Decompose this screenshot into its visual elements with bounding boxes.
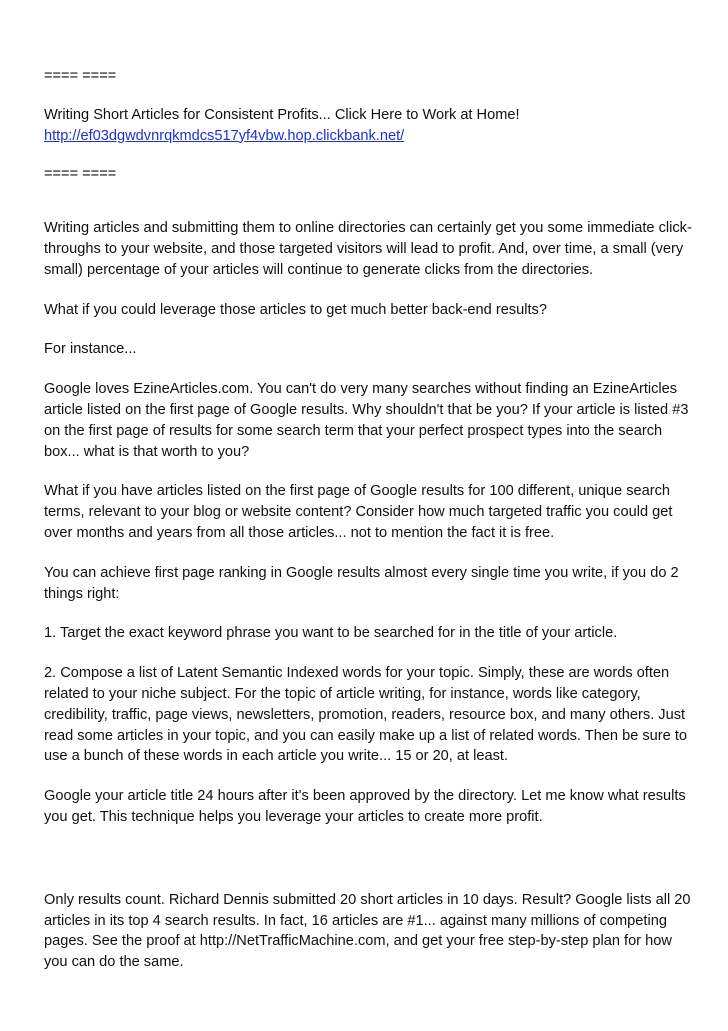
separator-bottom: ==== ==== bbox=[44, 166, 117, 183]
promo-block bbox=[44, 105, 696, 147]
paragraph-google-title: Google your article title 24 hours after it's been approved by the directory. Let me know what results you get. This technique helps you leverage your articles to create more profit. bbox=[44, 788, 686, 825]
paragraph-step-1: 1. Target the exact keyword phrase you want to be searched for in the title of your article. bbox=[44, 625, 618, 642]
paragraph-question: What if you could leverage those articles to get much better back-end results? bbox=[44, 301, 547, 318]
document-body bbox=[44, 66, 696, 992]
paragraph-google-loves: Google loves EzineArticles.com. You can't do very many searches without finding an EzineArticles article listed on the first page of Google results. Why shouldn't that be you? If your article is listed #3 on the first page of results for some search term that your perfect prospect types into the search box... what is that worth to you? bbox=[44, 381, 689, 460]
separator-top: ==== ==== bbox=[44, 68, 117, 84]
paragraph-achieve-ranking: You can achieve first page ranking in Google results almost every single time you write, if you do 2 things right: bbox=[44, 564, 679, 602]
promo-title: Writing Short Articles for Consistent Profits... Click Here to Work at Home! bbox=[44, 106, 520, 123]
paragraph-step-2: 2. Compose a list of Latent Semantic Indexed words for your topic. Simply, these are words often related to your niche subject. For the topic of article writing, for instance, words like category, credibility, traffic, page views, newsletters, promotion, readers, resource box, and many others. Just read some articles in your topic, and you can easily make up a list of related words. Then be sure to use a bunch of these words in each article you write... 15 or 20, at least. bbox=[44, 665, 688, 765]
spacer bbox=[44, 203, 696, 218]
promo-link[interactable]: http://ef03dgwdvnrqkmdcs517yf4vbw.hop.clickbank.net/ bbox=[44, 127, 405, 144]
paragraph-what-if: What if you have articles listed on the first page of Google results for 100 different, unique search terms, relevant to your blog or website content? Consider how much targeted traffic you could get over months and years from all those articles... not to mention the fact it is free. bbox=[44, 483, 673, 541]
spacer bbox=[44, 847, 696, 890]
paragraph-for-instance: For instance... bbox=[44, 341, 137, 358]
paragraph-intro: Writing articles and submitting them to online directories can certainly get you some immediate click-throughs to your website, and those targeted visitors will lead to profit. And, over time, a small (very small) percentage of your articles will continue to generate clicks from the directories. bbox=[44, 220, 692, 278]
paragraph-results: Only results count. Richard Dennis submitted 20 short articles in 10 days. Result? Google lists all 20 articles in its top 4 search results. In fact, 16 articles are #1... against many millions of competing pages. See the proof at http://NetTrafficMachine.com, and get your free step-by-step plan for how you can do the same. bbox=[44, 891, 691, 971]
